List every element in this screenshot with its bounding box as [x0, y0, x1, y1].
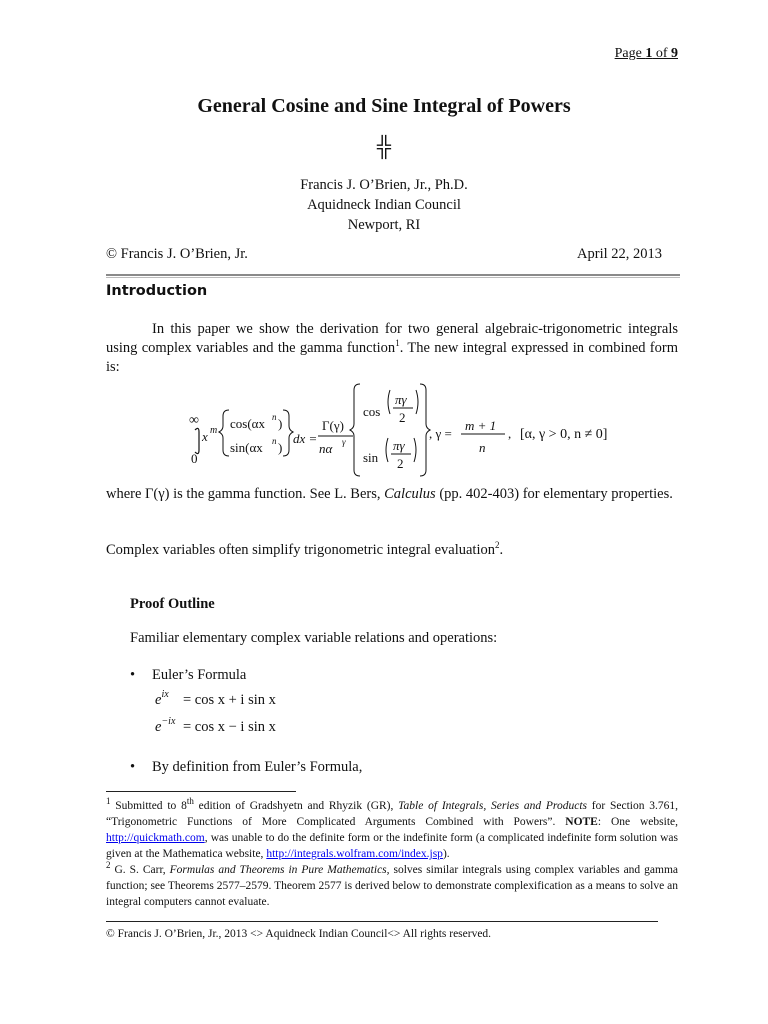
- sin-power-n: n: [272, 436, 277, 446]
- paper-date: April 22, 2013: [577, 246, 662, 262]
- ornament-glyph: ╬: [376, 136, 392, 158]
- sin-term: sin(αx: [230, 440, 263, 455]
- bullet-definition: • By definition from Euler’s Formula,: [130, 759, 363, 775]
- cos-close-paren: ): [278, 416, 283, 431]
- author-location: Newport, RI: [347, 217, 421, 233]
- gamma-equals: , γ =: [429, 426, 452, 441]
- intro-paragraph: In this paper we show the derivation for two general algebraic-trigonometric integrals using complex variables and the gamma function$^1$. The new integral expressed in combined form is:: [106, 321, 678, 375]
- power-m: m: [210, 425, 218, 436]
- author-affiliation: Aquidneck Indian Council: [307, 197, 461, 213]
- footnote-divider: [106, 791, 296, 792]
- footnotes: [106, 798, 678, 910]
- footnote-ref-2[interactable]: 2: [494, 540, 500, 551]
- right-brace: [283, 410, 293, 456]
- gamma-denominator: nα: [319, 441, 333, 456]
- header-divider-thin: [106, 277, 680, 278]
- dx-equals: dx =: [293, 431, 318, 446]
- header-divider: [106, 274, 680, 276]
- gamma-function-paragraph: where Γ(γ) is the gamma function. See L. Bers, Calculus (pp. 402-403) for elementary properties.: [106, 486, 673, 502]
- sin-two: 2: [397, 456, 404, 471]
- footer-copyright: © Francis J. O’Brien, Jr., 2013 <> Aquidneck Indian Council<> All rights reserved.: [106, 928, 492, 940]
- sin-paren-left: [386, 438, 388, 462]
- sin-pi-gamma: πγ: [393, 438, 405, 453]
- familiar-relations-text: Familiar elementary complex variable relations and operations:: [130, 630, 498, 646]
- sin-label: sin: [363, 450, 379, 465]
- copyright-notice: © Francis J. O’Brien, Jr.: [106, 246, 248, 262]
- integrand-x: x: [202, 429, 208, 444]
- footnote-ref-1[interactable]: 1: [395, 338, 400, 349]
- author-block: [0, 175, 768, 235]
- integral-lower-limit: 0: [191, 451, 198, 466]
- cos-label: cos: [363, 404, 381, 419]
- euler-formula-positive: $e^{ix}$ = cos x + i sin x: [155, 689, 276, 708]
- fraction-denominator: n: [479, 440, 486, 455]
- cos-paren-right: [416, 390, 418, 414]
- cos-two: 2: [399, 410, 406, 425]
- sin-close-paren: ): [278, 440, 283, 455]
- gamma-numerator: Γ(γ): [322, 418, 344, 433]
- integral-sign: [195, 428, 199, 453]
- integral-upper-limit: ∞: [189, 413, 199, 428]
- footnote-1: $^1$ Submitted to 8th edition of Gradshyetn and Rhyzik (GR), Table of Integrals, Series and Products for Section 3.761, “Trigonometric Functions of More Complicated Arguments Combined with Powers”. NOTE: One website, http://quickmath.com, was unable to do the definite form or the indefinite form (a complicated indefinite form solution was given at the Mathematica website, http://integrals.wolfram.com/index.jsp).: [106, 796, 679, 860]
- equation-comma: ,: [508, 426, 512, 441]
- footnote-2: $^2$ G. S. Carr, Formulas and Theorems in Pure Mathematics, solves similar integrals using complex variables and gamma function; see Theorems 2577–2579. Theorem 2577 is derived below to demonstrate complexification as a means to solve an integral computers cannot evaluate.: [106, 860, 678, 908]
- section-heading-introduction: Introduction: [106, 283, 208, 299]
- complex-variables-paragraph: Complex variables often simplify trigonometric integral evaluation$^2$.: [106, 540, 504, 558]
- cos-term: cos(αx: [230, 416, 265, 431]
- sin-paren-right: [414, 438, 416, 462]
- cos-power-n: n: [272, 412, 277, 422]
- paper-title: General Cosine and Sine Integral of Powers: [197, 95, 571, 117]
- page-number: Page 1 of 9: [614, 46, 678, 61]
- gamma-den-power: γ: [342, 437, 346, 447]
- cos-paren-left: [388, 390, 390, 414]
- footer-divider: [106, 921, 658, 922]
- parameter-conditions: [α, γ > 0, n ≠ 0]: [520, 427, 608, 442]
- left-brace-2: [350, 384, 360, 476]
- cos-pi-gamma: πγ: [395, 392, 407, 407]
- left-brace: [219, 410, 229, 456]
- fraction-numerator: m + 1: [465, 418, 497, 433]
- quickmath-link[interactable]: http://quickmath.com: [106, 832, 205, 844]
- bullet-euler-formula: • Euler’s Formula: [130, 667, 247, 683]
- main-integral-equation: [175, 380, 615, 480]
- proof-outline-heading: Proof Outline: [130, 596, 215, 612]
- euler-formula-negative: $e^{-ix}$ = cos x − i sin x: [155, 716, 276, 735]
- author-name: Francis J. O’Brien, Jr., Ph.D.: [300, 177, 468, 193]
- wolfram-link[interactable]: http://integrals.wolfram.com/index.jsp: [266, 848, 443, 860]
